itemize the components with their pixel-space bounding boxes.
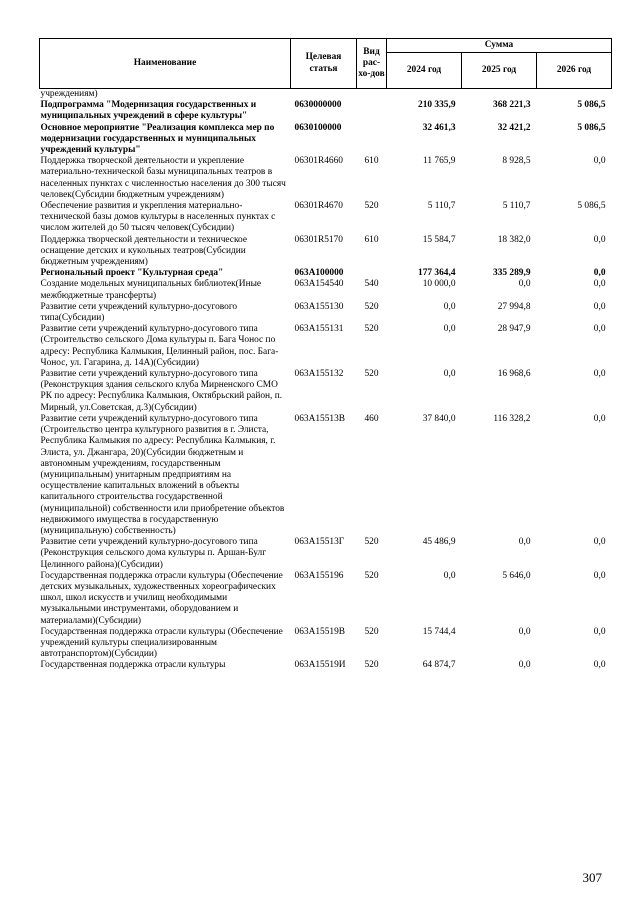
row-expense-kind: 520 xyxy=(364,570,379,581)
row-name: Государственная поддержка отрасли культуры (Обеспечение учреждений культуры специализированным автотранспортом)(Субсидии) xyxy=(40,626,283,660)
row-sum-2025: 0,0 xyxy=(518,537,531,548)
row-target-article: 063A155131 xyxy=(294,324,344,335)
row-sum-2024: 0,0 xyxy=(443,369,456,380)
row-sum-2025: 0,0 xyxy=(518,279,531,290)
table-row xyxy=(40,201,612,235)
row-expense-kind xyxy=(357,100,387,122)
row-sum-2024: 177 364,4 xyxy=(418,268,456,279)
table-row xyxy=(40,324,612,369)
row-sum-2025: 28 947,9 xyxy=(497,324,531,335)
row-sum-2025 xyxy=(462,89,537,101)
row-sum-2025: 368 221,3 xyxy=(493,100,531,111)
row-sum-2024: 15 584,7 xyxy=(422,234,456,245)
row-sum-2026: 0,0 xyxy=(593,570,606,581)
row-sum-2025: 8 928,5 xyxy=(502,156,531,167)
row-sum-2026: 0,0 xyxy=(593,537,606,548)
row-target-article: 063A15519И xyxy=(294,660,346,671)
row-target-article: 06301R4670 xyxy=(294,201,343,212)
row-sum-2024: 0,0 xyxy=(443,570,456,581)
table-header xyxy=(40,39,612,89)
row-name: Развитие сети учреждений культурно-досугового типа(Субсидии) xyxy=(40,301,238,324)
row-name: Развитие сети учреждений культурно-досугового типа (Строительство центра культурного развития в г. Элиста, Республика Калмыкия по адресу: Республика Калмыкия, г. Элиста, ул. Джангара, 20)(Субсидии бюджетным и автономным учреждениям, государственным (муниципальным) унитарным предприятиям на осуществление капитальных вложений в объекты капитального строительства государственной (муниципальной) собственности или приобретение объектов недвижимого имущества в государственную (муниципальную) собственность) xyxy=(40,413,285,536)
row-target-article: 063A155132 xyxy=(294,369,344,380)
row-expense-kind: 520 xyxy=(364,369,379,380)
row-name: учреждениям) xyxy=(40,89,98,99)
row-name: Обеспечение развития и укрепления материально-технической базы домов культуры в населенных пунктах с числом жителей до 50 тысяч человек(Субсидии) xyxy=(40,201,276,234)
header-expense-kind: Вид рас-хо-дов xyxy=(357,39,387,89)
row-name: Развитие сети учреждений культурно-досугового типа (Реконструкция здания сельского клуба Мирненского СМО РК по адресу: Республика Калмыкия, Октябрьский район, п. Мирный, ул.Советская, д.3)(Субсидии) xyxy=(40,369,283,413)
row-sum-2025: 335 289,9 xyxy=(493,268,531,279)
table-row xyxy=(40,279,612,301)
row-name: Государственная поддержка отрасли культуры (Обеспечение детских музыкальных, художественных хореографических школ, школ искусств и училищ необходимыми музыкальными инструментами, оборудованием и материалами)(Субсидии) xyxy=(40,570,283,626)
row-sum-2024: 10 000,0 xyxy=(422,279,456,290)
row-sum-2026: 0,0 xyxy=(593,279,606,290)
table-row xyxy=(40,123,612,157)
row-sum-2024 xyxy=(387,89,462,101)
row-sum-2026: 0,0 xyxy=(593,660,606,671)
row-sum-2024: 5 110,7 xyxy=(427,201,456,212)
row-sum-2024: 37 840,0 xyxy=(422,413,456,424)
table-row xyxy=(40,660,612,671)
row-sum-2025: 18 382,0 xyxy=(497,234,531,245)
budget-table xyxy=(39,38,612,672)
row-target-article: 0630000000 xyxy=(294,100,342,111)
table-row xyxy=(40,268,612,279)
row-sum-2025: 116 328,2 xyxy=(493,413,531,424)
row-sum-2024: 0,0 xyxy=(443,324,456,335)
row-target-article: 063A15513Г xyxy=(294,537,345,548)
row-target-article: 063A155130 xyxy=(294,301,344,312)
table-row xyxy=(40,89,612,101)
row-name: Подпрограмма "Модернизация государственных и муниципальных учреждений в сфере культуры" xyxy=(40,100,257,122)
row-sum-2024: 64 874,7 xyxy=(422,660,456,671)
row-sum-2024: 210 335,9 xyxy=(418,100,456,111)
row-sum-2025: 0,0 xyxy=(518,626,531,637)
row-expense-kind: 520 xyxy=(364,201,379,212)
row-sum-2024: 32 461,3 xyxy=(422,122,456,133)
row-target-article: 06301R5170 xyxy=(294,234,343,245)
page-number: 307 xyxy=(582,870,602,885)
row-target-article: 063A15519В xyxy=(294,626,346,637)
row-sum-2026 xyxy=(537,89,612,101)
table-row xyxy=(40,414,612,537)
row-sum-2025: 0,0 xyxy=(518,660,531,671)
row-target-article xyxy=(291,89,357,101)
row-expense-kind: 520 xyxy=(364,324,379,335)
row-target-article: 063A100000 xyxy=(294,268,344,279)
row-sum-2025: 27 994,8 xyxy=(497,301,531,312)
row-sum-2024: 15 744,4 xyxy=(422,626,456,637)
row-expense-kind xyxy=(357,268,387,279)
table-row xyxy=(40,627,612,661)
row-name: Создание модельных муниципальных библиотек(Иные межбюджетные трансферты) xyxy=(40,279,262,301)
row-sum-2025: 32 421,2 xyxy=(497,122,531,133)
row-expense-kind: 520 xyxy=(364,660,379,671)
row-name: Государственная поддержка отрасли культуры xyxy=(40,660,226,671)
row-name: Поддержка творческой деятельности и укрепление материально-технической базы муниципальных театров в населенных пунктах с численностью населения до 300 тысяч человек(Субсидии бюджетным учреждениям) xyxy=(40,156,286,200)
row-sum-2025: 5 646,0 xyxy=(502,570,531,581)
row-sum-2026: 0,0 xyxy=(593,369,606,380)
row-expense-kind: 610 xyxy=(364,156,379,167)
table-row xyxy=(40,537,612,571)
row-target-article: 06301R4660 xyxy=(294,156,343,167)
row-expense-kind: 610 xyxy=(364,234,379,245)
row-name: Развитие сети учреждений культурно-досугового типа (Реконструкция сельского дома культуры п. Аршан-Булг Целинного района)(Субсидии) xyxy=(40,537,267,570)
row-name: Региональный проект "Культурная среда" xyxy=(40,268,224,279)
table-row xyxy=(40,369,612,414)
row-sum-2024: 45 486,9 xyxy=(422,537,456,548)
row-sum-2024: 11 765,9 xyxy=(423,156,456,167)
row-sum-2026: 0,0 xyxy=(593,156,606,167)
row-name: Поддержка творческой деятельности и техническое оснащение детских и кукольных театров(Субсидии бюджетным учреждениям) xyxy=(40,234,248,268)
row-expense-kind: 520 xyxy=(364,537,379,548)
row-sum-2026: 0,0 xyxy=(593,626,606,637)
row-target-article: 0630100000 xyxy=(294,122,342,133)
table-row xyxy=(40,156,612,201)
table-row xyxy=(40,302,612,324)
row-sum-2026: 0,0 xyxy=(593,268,606,279)
header-year-2025: 2025 год xyxy=(462,53,537,89)
row-sum-2026: 0,0 xyxy=(593,234,606,245)
row-sum-2024: 0,0 xyxy=(443,301,456,312)
header-year-2024: 2024 год xyxy=(387,53,462,89)
row-sum-2026: 0,0 xyxy=(593,413,606,424)
row-sum-2025: 16 968,6 xyxy=(497,369,531,380)
row-expense-kind: 520 xyxy=(364,301,379,312)
row-sum-2026: 5 086,5 xyxy=(577,100,606,111)
header-name: Наименование xyxy=(40,39,291,89)
row-expense-kind: 460 xyxy=(364,413,379,424)
row-name: Основное мероприятие "Реализация комплекса мер по модернизации государственных и муниципальных учреждений культуры" xyxy=(40,122,275,156)
header-year-2026: 2026 год xyxy=(537,53,612,89)
row-sum-2026: 0,0 xyxy=(593,301,606,312)
row-sum-2026: 5 086,5 xyxy=(577,201,606,212)
row-target-article: 063A155196 xyxy=(294,570,344,581)
row-expense-kind: 540 xyxy=(364,279,379,290)
header-target-article: Целевая статья xyxy=(291,39,357,89)
row-sum-2025: 5 110,7 xyxy=(502,201,531,212)
row-expense-kind xyxy=(357,89,387,101)
row-name: Развитие сети учреждений культурно-досугового типа (Строительство сельского Дома культуры п. Бага Чонос по адресу: Республика Калмыкия, Целинный район, пос. Бага-Чонос, ул. Гагарина, д. 14А)(Субсидии) xyxy=(40,324,279,368)
row-sum-2026: 5 086,5 xyxy=(577,122,606,133)
table-row xyxy=(40,571,612,627)
header-sum: Сумма xyxy=(387,39,612,53)
table-row xyxy=(40,235,612,269)
row-expense-kind: 520 xyxy=(364,626,379,637)
table-row xyxy=(40,100,612,122)
row-target-article: 063A15513В xyxy=(294,413,346,424)
table-body xyxy=(40,89,612,672)
row-expense-kind xyxy=(357,123,387,157)
row-target-article: 063A154540 xyxy=(294,279,344,290)
row-sum-2026: 0,0 xyxy=(593,324,606,335)
